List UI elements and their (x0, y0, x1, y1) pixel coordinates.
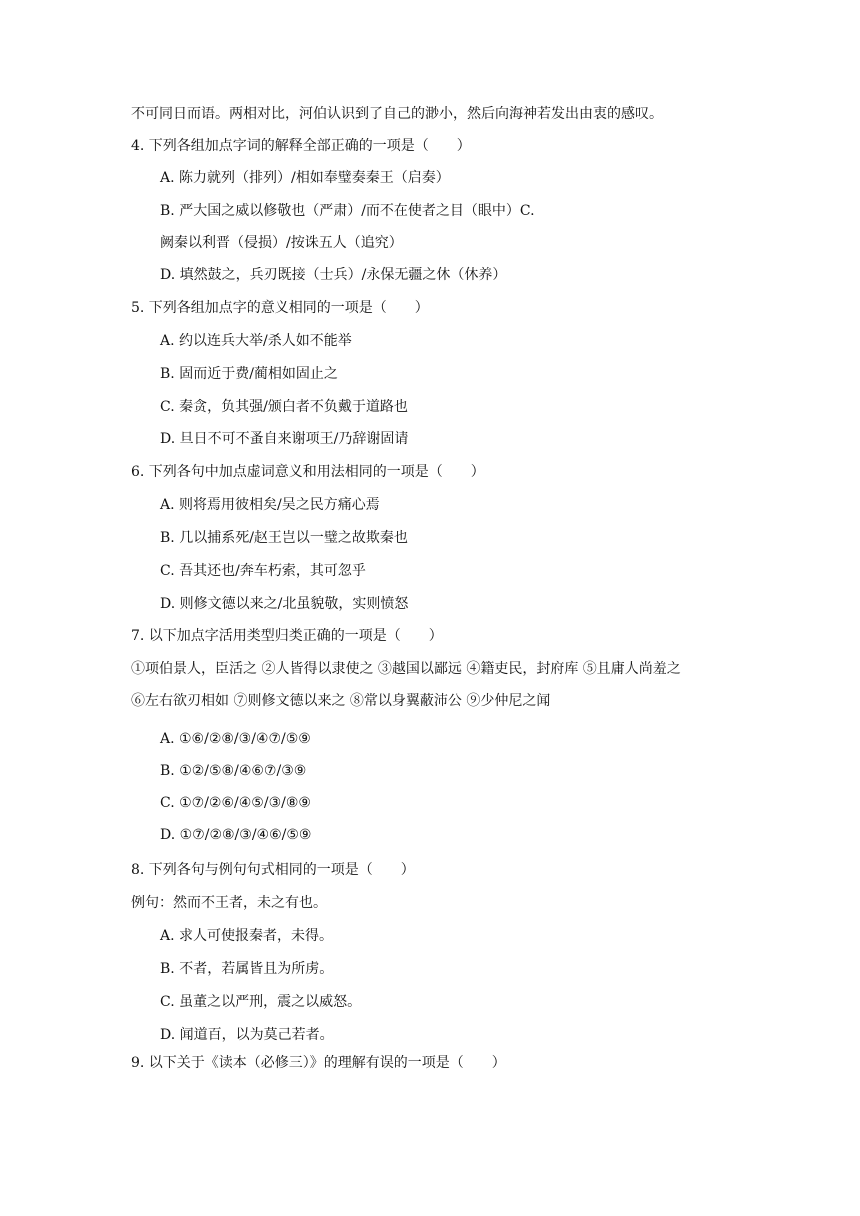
option-c: 阙秦以利晋（侵损）/按诛五人（追究） (160, 235, 403, 251)
option-b: B. 不者，若属皆且为所虏。 (160, 961, 334, 977)
question-8: 8. 下列各句与例句句式相同的一项是（ ） (131, 862, 415, 878)
option-d: D. 闻道百，以为莫己若者。 (160, 1027, 334, 1043)
option-a: A. ①⑥/②⑧/③/④⑦/⑤⑨ (160, 731, 311, 747)
passage-text: 不可同日而语。两相对比，河伯认识到了自己的渺小，然后向海神若发出由衷的感叹。 (131, 106, 663, 122)
option-b: B. 固而近于费/蔺相如固止之 (160, 366, 338, 382)
option-c: C. ①⑦/②⑥/④⑤/③/⑧⑨ (160, 795, 311, 811)
question-7-items-row-2: ⑥左右欲刃相如 ⑦则修文德以来之 ⑧常以身翼蔽沛公 ⑨少仲尼之闻 (131, 693, 551, 709)
option-d: D. 则修文德以来之/北虽貌敬，实则愤怒 (160, 596, 409, 612)
option-b: B. ①②/⑤⑧/④⑥⑦/③⑨ (160, 763, 307, 779)
question-5: 5. 下列各组加点字的意义相同的一项是（ ） (131, 300, 429, 316)
option-c: C. 虽董之以严刑，震之以威怒。 (160, 994, 362, 1010)
option-a: A. 则将焉用彼相矣/吴之民方痛心焉 (160, 497, 380, 513)
option-a: A. 求人可使报秦者，未得。 (160, 928, 334, 944)
option-c: C. 吾其还也/奔车朽索，其可忽乎 (160, 563, 366, 579)
question-6: 6. 下列各句中加点虚词意义和用法相同的一项是（ ） (131, 464, 485, 480)
option-d: D. ①⑦/②⑧/③/④⑥/⑤⑨ (160, 827, 312, 843)
option-d: D. 旦日不可不蚤自来谢项王/乃辞谢固请 (160, 431, 409, 447)
question-9: 9. 以下关于《读本（必修三）》的理解有误的一项是（ ） (131, 1055, 506, 1071)
question-4: 4. 下列各组加点字词的解释全部正确的一项是（ ） (131, 138, 471, 154)
option-c: C. 秦贪，负其强/颁白者不负戴于道路也 (160, 399, 408, 415)
option-a: A. 约以连兵大举/杀人如不能举 (160, 333, 352, 349)
option-b: B. 几以捕系死/赵王岂以一璧之故欺秦也 (160, 530, 408, 546)
question-7-items-row-1: ①项伯景人，臣活之 ②人皆得以隶使之 ③越国以鄙远 ④籍吏民，封府库 ⑤且庸人尚羞之 (131, 661, 681, 677)
option-a: A. 陈力就列（排列）/相如奉璧奏秦王（启奏） (160, 170, 450, 186)
example-sentence: 例句：然而不王者，未之有也。 (131, 895, 327, 911)
option-b: B. 严大国之威以修敬也（严肃）/而不在使者之目（眼中）C. (160, 203, 535, 219)
question-7: 7. 以下加点字活用类型归类正确的一项是（ ） (131, 628, 443, 644)
option-d: D. 填然鼓之，兵刃既接（士兵）/永保无疆之休（休养） (160, 267, 507, 283)
